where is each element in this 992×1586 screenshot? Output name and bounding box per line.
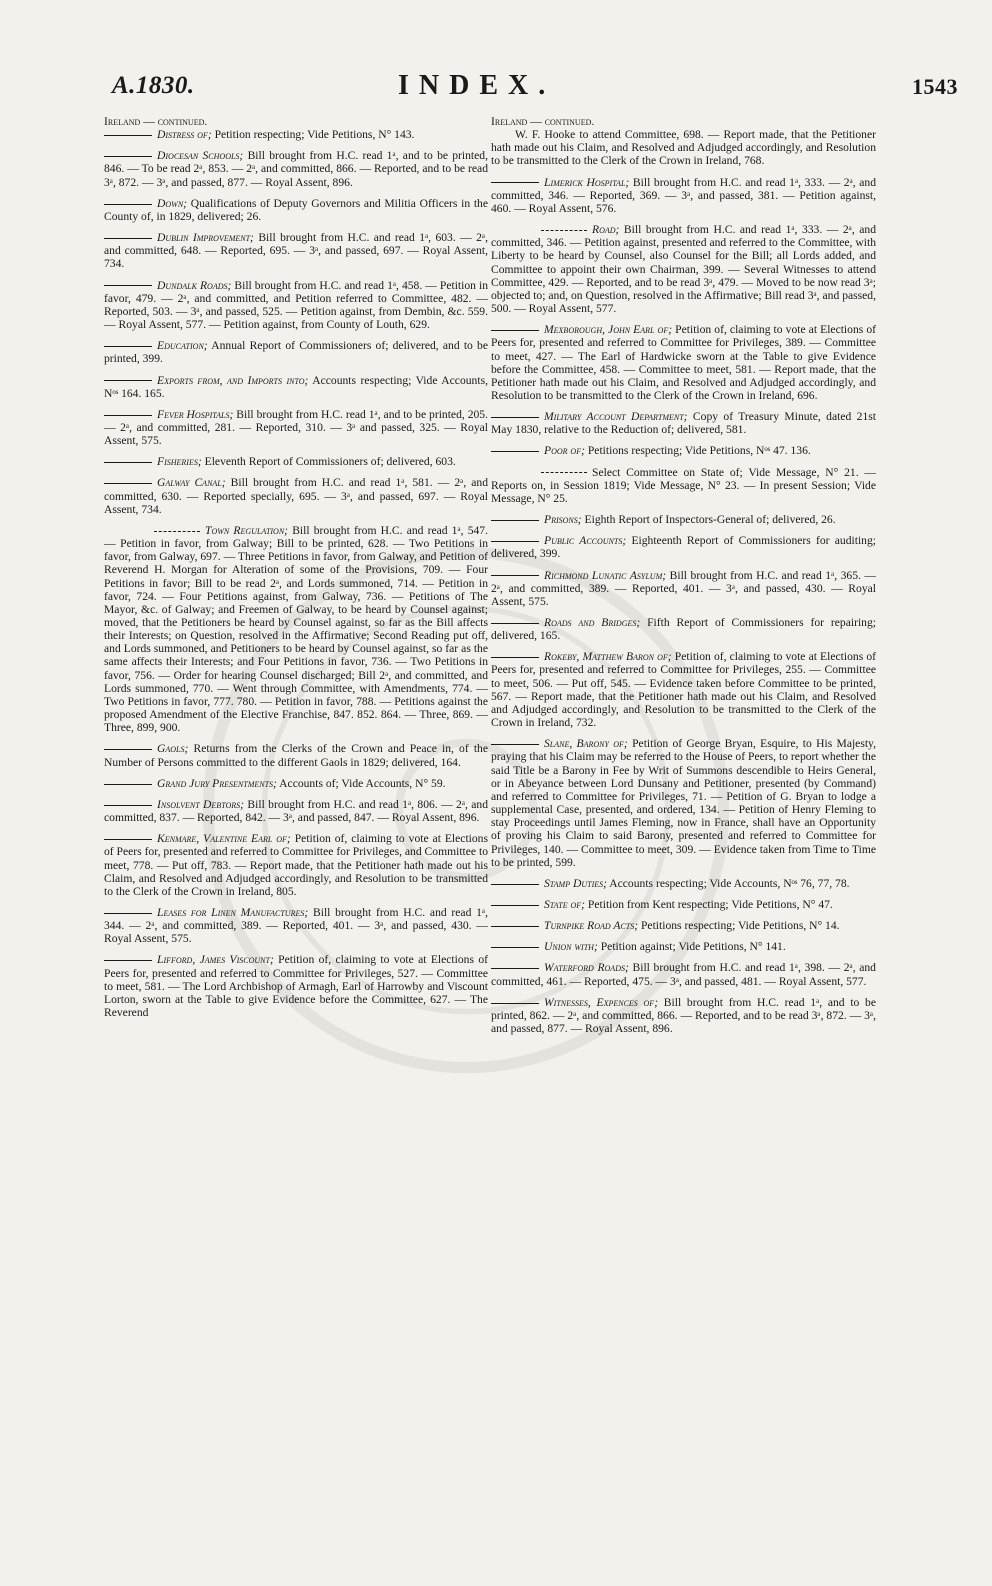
index-entry: [104, 953, 488, 1019]
entry-heading: Dundalk Roads;: [157, 278, 232, 292]
page-title: INDEX.: [398, 70, 556, 101]
entry-heading: Roads and Bridges;: [544, 616, 641, 629]
entry-heading: Leases for Linen Manufactures;: [157, 905, 309, 919]
index-entry: [491, 223, 876, 315]
entry-heading: Distress of;: [157, 128, 212, 142]
entry-dash-rule: [104, 156, 152, 157]
entry-heading: Waterford Roads;: [544, 961, 629, 975]
entry-dash-rule: [491, 417, 539, 418]
entry-dash-rule: [491, 657, 539, 658]
entry-text: Petition of George Bryan, Esquire, to His Majesty, praying that his Claim may be referred to the House of Peers, to report whether the said Title be a Barony in Fee by Writ of Summons descendible to Heirs General, or in Abeyance between Lord Dunsany and Petitioner, presented (by Command) and referred to Committee for Privileges, 71. — Petition of G. Bryan to lodge a supplemental Case, presented, and ordered, 134. — Petition of Henry Fleming to stay Proceedings until James Fleming, now in France, shall have an Opportunity of proving his Claim to said Barony, presented and referred to Committee for Privileges, 140. — Committee to meet, 309. — Evidence taken from Time to Time to be printed, 599.: [491, 737, 877, 869]
index-entry: [104, 339, 488, 365]
index-entry: [491, 410, 876, 436]
index-entry: [491, 650, 876, 729]
entry-heading: Prisons;: [544, 513, 582, 527]
index-entry: [491, 898, 876, 911]
entry-heading: Mexborough, John Earl of;: [544, 323, 673, 337]
entry-dash-rule: [491, 1003, 539, 1004]
index-entry: [104, 524, 488, 735]
entry-text: Bill brought from H.C. and read 1ᵃ, 344. — 2ᵃ, and committed, 389. — Reported, 401. — 3ᵃ, and passed, 430. — Royal Assent, 575.: [104, 905, 488, 946]
entry-text: Bill brought from H.C. and read 1ᵃ, 333. — 2ᵃ, and committed, 346. — Petition against, presented and referred to the Committee, with Liberty to be heard by Counsel, also Counsel for the Bill; all Lords added, and Committee to appoint their own Chairman, 399. — Several Witnesses to attend Committee, 429. — Reported, and to be read 3ᵃ, 479. — Moved to be now read 3ᵃ; objected to; and, on Question, resolved in the Affirmative; Bill read 3ᵃ, and passed, 500. — Royal Assent, 577.: [491, 223, 876, 316]
entry-dash-rule: [104, 839, 152, 840]
entry-dash-rule: [104, 960, 152, 961]
entry-text: Petition of, claiming to vote at Elections of Peers for, presented and referred to Committee for Privileges, 389. — Committee to meet, 427. — The Earl of Hardwicke sworn at the Table to give Evidence before the Committee, 458. — Committee to meet, 581. — Report made, that the Petitioner hath made out his Claim, and Resolved and Adjudged accordingly, and Resolution to be transmitted to the Clerk of the Crown in Ireland, 696.: [491, 323, 876, 402]
entry-dash-rule: [104, 415, 152, 416]
continuation-text: W. F. Hooke to attend Committee, 698. — Report made, that the Petitioner hath made out his Claim, and Resolved and Adjudged accordingly, and Resolution to be transmitted to the Clerk of the Crown in Ireland, 768.: [491, 128, 876, 168]
entry-dash-rule: [491, 926, 539, 927]
index-entry: [491, 616, 876, 642]
entry-heading: Witnesses, Expences of;: [544, 995, 659, 1009]
entry-heading: Down;: [157, 196, 188, 210]
continued-heading: Ireland — continued.: [491, 115, 595, 128]
index-entry: [104, 455, 488, 468]
entry-dash-rule: [104, 135, 152, 136]
entry-text: Bill brought from H.C. read 1ᵃ, and to be printed, 205. — 2ᵃ, and committed, 281. — Reported, 310. — 3ᵃ and passed, 325. — Royal Assent, 575.: [104, 407, 488, 448]
entry-heading: Kenmare, Valentine Earl of;: [157, 832, 291, 846]
entry-text: Qualifications of Deputy Governors and Militia Officers in the County of, in 1829, delivered; 26.: [104, 196, 488, 223]
entry-dash-rule: [491, 575, 539, 576]
index-entry: [104, 231, 488, 270]
entry-heading: Town Regulation;: [205, 523, 289, 537]
index-entry: [491, 176, 876, 215]
sub-entry-dash-rule: [154, 531, 200, 532]
entry-dash-rule: [104, 784, 152, 785]
left-column: [104, 115, 488, 1027]
index-entry: [104, 742, 488, 768]
entry-text: Bill brought from H.C. read 1ᵃ, and to be printed, 862. — 2ᵃ, and committed, 866. — Reported, and to be read 3ᵃ, 872. — 3ᵃ, and passed, 877. — Royal Assent, 896.: [491, 995, 877, 1036]
entry-heading: Stamp Duties;: [544, 876, 607, 890]
entry-text: Bill brought from H.C. and read 1ᵃ, 333. — 2ᵃ, and committed, 346. — Reported, 369. — 3ᵃ, and passed, 381. — Petition against, 460. — Royal Assent, 576.: [491, 175, 876, 215]
entry-heading: Road;: [592, 223, 620, 237]
entry-text: Bill brought from H.C. and read 1ᵃ, 398. — 2ᵃ, and committed, 461. — Reported, 475. — 3ᵃ, and passed, 481. — Royal Assent, 577.: [491, 961, 876, 988]
index-entry: [491, 940, 876, 953]
right-column: [491, 115, 876, 1043]
entry-dash-rule: [491, 541, 539, 542]
entry-heading: Dublin Improvement;: [157, 231, 254, 245]
index-entry: [491, 961, 876, 987]
entry-text: Eighth Report of Inspectors-General of; delivered, 26.: [584, 513, 836, 527]
index-entry: [104, 832, 488, 898]
entry-dash-rule: [104, 238, 152, 239]
page-year-heading: A.1830.: [112, 72, 195, 99]
entry-heading: Richmond Lunatic Asylum;: [544, 568, 667, 582]
entry-heading: State of;: [544, 897, 586, 911]
entry-dash-rule: [104, 285, 152, 286]
entry-dash-rule: [104, 805, 152, 806]
index-entry: [104, 149, 488, 188]
index-entry: [491, 444, 876, 457]
entry-dash-rule: [491, 947, 539, 948]
entry-dash-rule: [104, 749, 152, 750]
entry-text: Petitions respecting; Vide Petitions, N° 14.: [640, 919, 840, 933]
entry-text: Bill brought from H.C. read 1ᵃ, and to be printed, 846. — To be read 2ᵃ, 853. — 2ᵃ, and committed, 866. — Reported, and to be read 3ᵃ, 872. — 3ᵃ, and passed, 877. — Royal Assent, 896.: [104, 149, 488, 189]
entry-text: Petition of, claiming to vote at Elections of Peers for, presented and referred to Committee for Privileges, 527. — Committee to meet, 581. — The Lord Archbishop of Armagh, Earl of Harrowby and Viscount Lorton, sworn at the Table to give Evidence before the Committee, 627. — The Reverend: [104, 953, 488, 1020]
index-entry: [491, 737, 876, 869]
entry-heading: Gaols;: [157, 742, 189, 756]
entry-heading: Turnpike Road Acts;: [544, 919, 639, 933]
entry-heading: Union with;: [544, 940, 598, 954]
entry-dash-rule: [491, 520, 539, 521]
entry-text: Accounts of; Vide Accounts, N° 59.: [279, 776, 446, 790]
entry-dash-rule: [104, 462, 152, 463]
entry-heading: Slane, Barony of;: [544, 737, 628, 751]
entry-text: Fifth Report of Commissioners for repairing; delivered, 165.: [491, 616, 876, 643]
entry-heading: Lifford, James Viscount;: [157, 953, 274, 967]
sub-entry-dash-rule: [541, 472, 587, 473]
entry-list: [491, 176, 876, 1036]
entry-heading: Galway Canal;: [157, 476, 226, 490]
entry-heading: Public Accounts;: [544, 534, 627, 548]
entry-heading: Exports from, and Imports into;: [157, 373, 309, 387]
sub-entry-dash-rule: [541, 230, 587, 231]
entry-heading: Grand Jury Presentments;: [157, 776, 277, 790]
index-entry: [104, 279, 488, 332]
entry-text: Accounts respecting; Vide Accounts, Nᵒˢ 164. 165.: [104, 373, 488, 400]
entry-text: Bill brought from H.C. and read 1ᵃ, 365. — 2ᵃ, and committed, 389. — Reported, 401. — 3ᵃ, and passed, 430. — Royal Assent, 575.: [491, 568, 877, 608]
entry-text: Bill brought from H.C. and read 1ᵃ, 547. — Petition in favor, from Galway; Bill to be printed, 628. — Two Petitions in favor, from Galway, 697. — Three Petitions in favor, from Galway, and Petition of Reverend H. Morgan for Alteration of some of the Provisions, 709. — Four Petitions in favor; Bill to be read 2ᵃ, and Lords summoned, 714. — Petition in favor, 724. — Four Petitions against, from Galway, 736. — Petitions of The Mayor, &c. of Galway; and Freemen of Galway, to be heard by Counsel against; moved, that the Petitioners be heard by Counsel against, so far as the Bill affects their Interests; on Question, resolved in the Affirmative; Second Reading put off, and Lords summoned, and Petitioners to be heard by Counsel against, so far as the same affects their Interests; and Four Petitions in favor, 736. — Two Petitions in favor, 756. — Order for hearing Counsel discharged; Bill 2ᵃ, and committed, and Lords summoned, 770. — Went through Committee, with Amendments, 774. — Two Petitions in favor, 777. 780. — Petition in favor, 788. — Petitions against the proposed Amendment of the Elective Franchise, 847. 852. 864. — Three, 869. — Three, 899, 900.: [104, 523, 488, 735]
entry-heading: Military Account Department;: [544, 410, 688, 424]
entry-text: Petition of, claiming to vote at Elections of Peers for, presented and referred to Committee for Privileges, and Committee to meet, 778. — Put off, 783. — Report made, that the Petitioner hath made out his Claim, and Resolved and Adjudged accordingly, and Resolution to be transmitted to the Clerk of the Crown in Ireland, 805.: [104, 832, 488, 898]
index-entry: [491, 534, 876, 560]
entry-heading: Fever Hospitals;: [157, 407, 234, 421]
entry-text: Copy of Treasury Minute, dated 21st May 1830, relative to the Reduction of; delivered, 581.: [491, 410, 876, 437]
entry-dash-rule: [491, 182, 539, 183]
index-entry: [104, 128, 488, 141]
entry-text: Select Committee on State of; Vide Message, N° 21. — Reports on, in Session 1819; Vide Message, N° 23. — In present Session; Vide Message, N° 25.: [491, 465, 876, 505]
entry-dash-rule: [491, 884, 539, 885]
continued-heading: Ireland — continued.: [104, 115, 208, 128]
entry-heading: Limerick Hospital;: [544, 175, 630, 189]
index-entry: [491, 513, 876, 526]
entry-dash-rule: [491, 451, 539, 452]
entry-text: Annual Report of Commissioners of; delivered, and to be printed, 399.: [104, 339, 488, 366]
entry-text: Petitions respecting; Vide Petitions, Nᵒˢ 47. 136.: [587, 444, 811, 458]
entry-heading: Poor of;: [544, 444, 585, 458]
entry-dash-rule: [491, 744, 539, 745]
entry-dash-rule: [491, 623, 539, 624]
index-entry: [104, 798, 488, 824]
entry-dash-rule: [104, 204, 152, 205]
index-entry: [491, 323, 876, 402]
entry-dash-rule: [491, 905, 539, 906]
index-entry: [491, 996, 876, 1035]
entry-text: Petition against; Vide Petitions, N° 141.: [600, 940, 786, 954]
entry-dash-rule: [491, 330, 539, 331]
entry-text: Bill brought from H.C. and read 1ᵃ, 458. — Petition in favor, 479. — 2ᵃ, and committed, and Petition referred to Committee, 482. — Reported, 503. — 3ᵃ, and passed, 525. — Petition against, from Dembin, &c. 559. — Royal Assent, 577. — Petition against, from County of Louth, 629.: [104, 278, 488, 332]
entry-heading: Fisheries;: [157, 455, 202, 469]
entry-dash-rule: [491, 968, 539, 969]
entry-dash-rule: [104, 346, 152, 347]
entry-heading: Diocesan Schools;: [157, 149, 244, 163]
entry-dash-rule: [104, 380, 152, 381]
entry-list: [104, 128, 488, 1019]
entry-text: Eleventh Report of Commissioners of; delivered, 603.: [204, 455, 456, 469]
entry-text: Bill brought from H.C. and read 1ᵃ, 806. — 2ᵃ, and committed, 837. — Reported, 842. — 3ᵃ, and passed, 847. — Royal Assent, 896.: [104, 797, 488, 825]
index-entry: [104, 906, 488, 945]
page-number: 1543: [912, 74, 958, 99]
index-entry: [491, 466, 876, 505]
entry-text: Petition from Kent respecting; Vide Petitions, N° 47.: [587, 897, 833, 911]
index-entry: [491, 569, 876, 608]
index-entry: [104, 408, 488, 447]
entry-text: Petition respecting; Vide Petitions, N° 143.: [214, 128, 415, 142]
index-entry: [104, 476, 488, 515]
entry-text: Bill brought from H.C. and read 1ᵃ, 581. — 2ᵃ, and committed, 630. — Reported specially, 695. — 3ᵃ, and passed, 697. — Royal Assent, 734.: [104, 476, 488, 516]
entry-heading: Insolvent Debtors;: [157, 797, 245, 811]
entry-dash-rule: [104, 913, 152, 914]
entry-text: Eighteenth Report of Commissioners for auditing; delivered, 399.: [491, 534, 876, 561]
entry-text: Accounts respecting; Vide Accounts, Nᵒˢ 76, 77, 78.: [609, 876, 850, 890]
index-entry: [104, 197, 488, 223]
entry-heading: Rokeby, Matthew Baron of;: [544, 650, 672, 664]
index-entry: [491, 877, 876, 890]
entry-text: Returns from the Clerks of the Crown and Peace in, of the Number of Persons committed to the different Gaols in 1829; delivered, 164.: [104, 742, 489, 769]
index-entry: [491, 919, 876, 932]
entry-text: Bill brought from H.C. and read 1ᵃ, 603. — 2ᵃ, and committed, 648. — Reported, 695. — 3ᵃ, and passed, 697. — Royal Assent, 734.: [104, 231, 488, 271]
entry-dash-rule: [104, 483, 152, 484]
entry-text: Petition of, claiming to vote at Elections of Peers for, presented and referred to Committee for Privileges, 255. — Committee to meet, 506. — Put off, 545. — Evidence taken before Committee to be printed, 567. — Report made, that the Petitioner hath made out his Claim, and Resolved and Adjudged accordingly, and Resolution to be transmitted to the Clerk of the Crown in Ireland, 732.: [491, 650, 876, 730]
index-entry: [104, 777, 488, 790]
entry-heading: Education;: [157, 339, 208, 353]
index-entry: [104, 374, 488, 400]
